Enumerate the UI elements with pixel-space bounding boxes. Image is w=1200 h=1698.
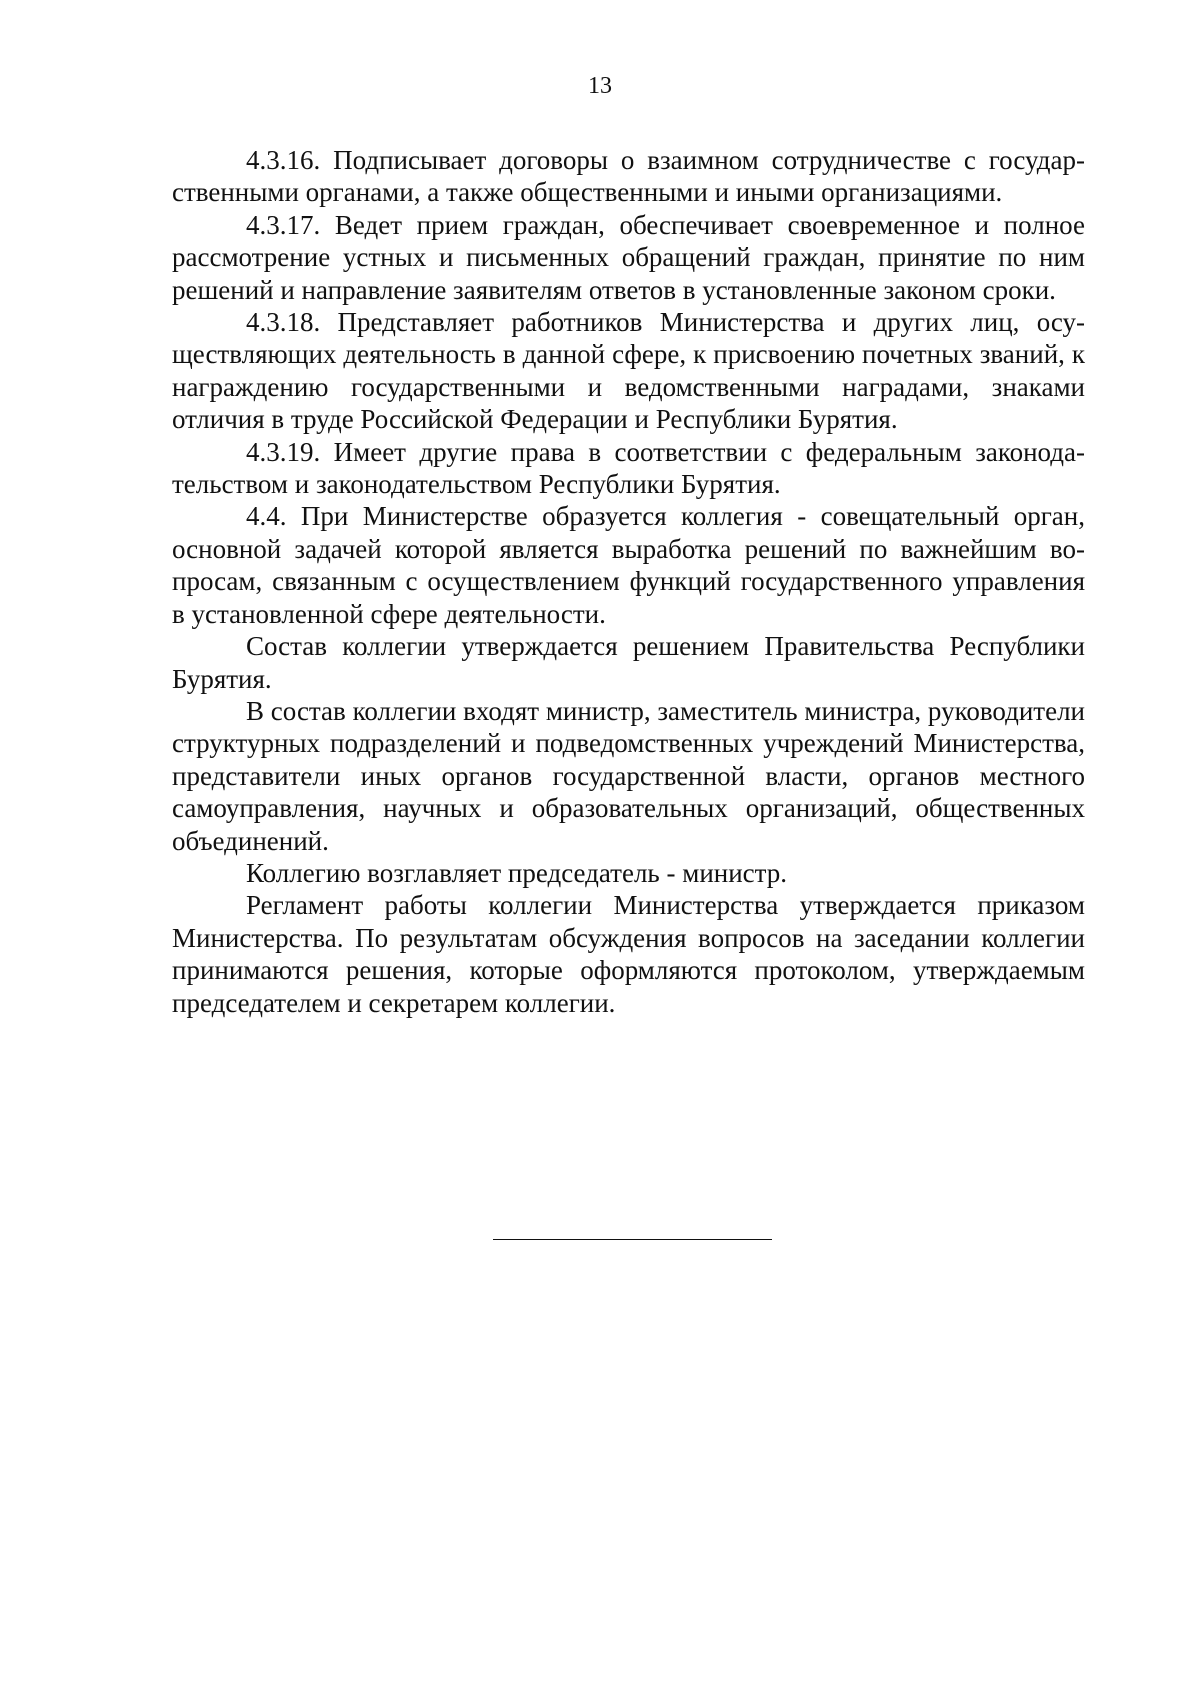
paragraph-board-regulations: Регламент работы коллегии Министерства утверждается приказом Министерства. По результатам обсуждения вопросов на заседании коллегии принимаются решения, которые оформляются протоколом, утверждаемым председателем и секретарем коллегии. bbox=[172, 890, 1085, 1018]
end-of-document-rule bbox=[493, 1239, 772, 1240]
paragraph-4-4: 4.4. При Министерстве образуется коллегия - совещательный орган, основной задачей которой является выработка решений по важнейшим вопросам, связанным с осуществлением функций государственного управления в установленной сфере деятельности. bbox=[172, 501, 1085, 629]
paragraph-4-3-17: 4.3.17. Ведет прием граждан, обеспечивает своевременное и полное рассмотрение устных и письменных обращений граждан, принятие по ним решений и направление заявителям ответов в установленные законом сроки. bbox=[172, 209, 1085, 305]
document-body bbox=[172, 144, 1085, 1019]
paragraph-board-chair: Коллегию возглавляет председатель - министр. bbox=[246, 857, 788, 888]
paragraph-board-composition-approval: Состав коллегии утверждается решением Правительства Республики Бурятия. bbox=[172, 631, 1085, 694]
page-number: 13 bbox=[588, 73, 612, 99]
paragraph-board-members: В состав коллегии входят министр, заместитель министра, руководители структурных подразделений и подведомственных учреждений Министерства, представители иных органов государственной власти, органов местного самоуправления, научных и образовательных организаций, общественных объединений. bbox=[172, 695, 1085, 856]
paragraph-4-3-16: 4.3.16. Подписывает договоры о взаимном сотрудничестве с государственными органами, а также общественными и иными организациями. bbox=[172, 145, 1085, 208]
paragraph-4-3-18: 4.3.18. Представляет работников Министерства и других лиц, осуществляющих деятельность в данной сфере, к присвоению почетных званий, к награждению государственными и ведомственными наградами, знаками отличия в труде Российской Федерации и Республики Бурятия. bbox=[172, 307, 1085, 435]
paragraph-4-3-19: 4.3.19. Имеет другие права в соответствии с федеральным законодательством и законодательством Республики Бурятия. bbox=[172, 436, 1085, 500]
